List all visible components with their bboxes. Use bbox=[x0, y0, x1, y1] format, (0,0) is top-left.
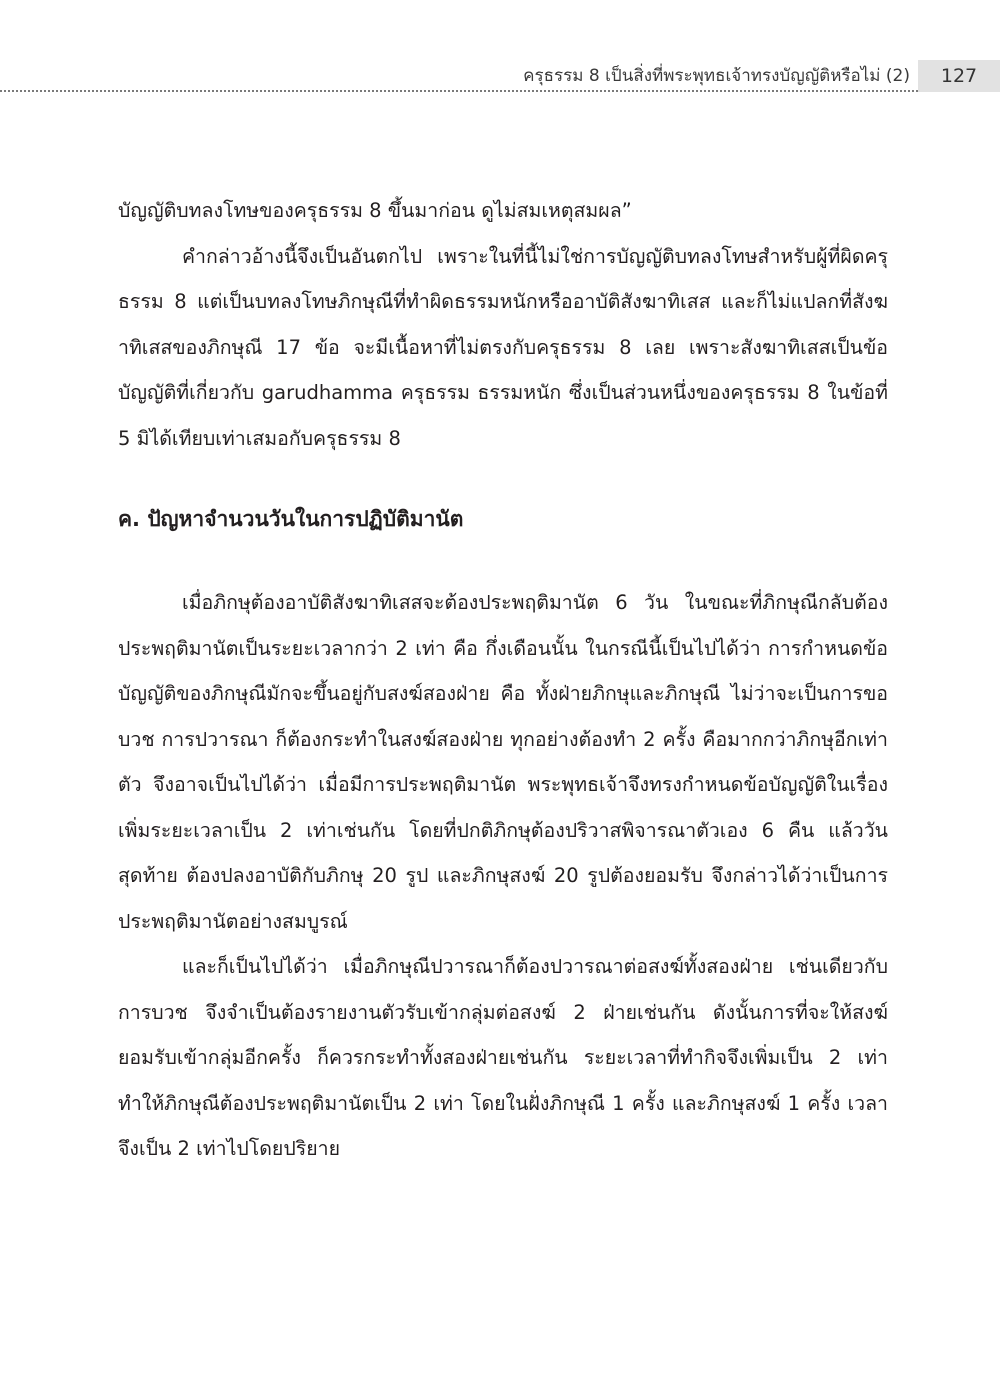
paragraph-continuation: บัญญัติบทลงโทษของครุธรรม 8 ขึ้นมาก่อน ดูไม่สมเหตุสมผล” bbox=[118, 199, 632, 222]
page-number: 127 bbox=[918, 60, 1000, 92]
running-header-title: ครุธรรม 8 เป็นสิ่งที่พระพุทธเจ้าทรงบัญญัติหรือไม่ (2) bbox=[523, 66, 910, 86]
body-text bbox=[118, 188, 888, 1172]
paragraph: และก็เป็นไปได้ว่า เมื่อภิกษุณีปวารณาก็ต้องปวารณาต่อสงฆ์ทั้งสองฝ่าย เช่นเดียวกับการบวช จึงจำเป็นต้องรายงานตัวรับเข้ากลุ่มต่อสงฆ์ 2 ฝ่ายเช่นกัน ดังนั้นการที่จะให้สงฆ์ยอมรับเข้ากลุ่มอีกครั้ง ก็ควรกระทำทั้งสองฝ่ายเช่นกัน ระยะเวลาที่ทำกิจจึงเพิ่มเป็น 2 เท่า ทำให้ภิกษุณีต้องประพฤติมานัตเป็น 2 เท่า โดยในฝั่งภิกษุณี 1 ครั้ง และภิกษุสงฆ์ 1 ครั้ง เวลาจึงเป็น 2 เท่าไปโดยปริยาย bbox=[118, 955, 888, 1160]
running-header bbox=[0, 60, 1000, 94]
paragraph: เมื่อภิกษุต้องอาบัติสังฆาทิเสสจะต้องประพฤติมานัต 6 วัน ในขณะที่ภิกษุณีกลับต้องประพฤติมานัตเป็นระยะเวลากว่า 2 เท่า คือ กึ่งเดือนนั้น ในกรณีนี้เป็นไปได้ว่า การกำหนดข้อบัญญัติของภิกษุณีมักจะขึ้นอยู่กับสงฆ์สองฝ่าย คือ ทั้งฝ่ายภิกษุและภิกษุณี ไม่ว่าจะเป็นการขอบวช การปวารณา ก็ต้องกระทำในสงฆ์สองฝ่าย ทุกอย่างต้องทำ 2 ครั้ง คือมากกว่าภิกษุอีกเท่าตัว จึงอาจเป็นไปได้ว่า เมื่อมีการประพฤติมานัต พระพุทธเจ้าจึงทรงกำหนดข้อบัญญัติในเรื่องเพิ่มระยะเวลาเป็น 2 เท่าเช่นกัน โดยที่ปกติภิกษุต้องปริวาสพิจารณาตัวเอง 6 คืน แล้ววันสุดท้าย ต้องปลงอาบัติกับภิกษุ 20 รูป และภิกษุสงฆ์ 20 รูปต้องยอมรับ จึงกล่าวได้ว่าเป็นการประพฤติมานัตอย่างสมบูรณ์ bbox=[118, 591, 888, 933]
dotted-header-rule bbox=[0, 90, 918, 92]
section-heading: ค. ปัญหาจำนวนวันในการปฏิบัติมานัต bbox=[118, 507, 464, 531]
spacer bbox=[118, 461, 888, 497]
spacer bbox=[118, 542, 888, 580]
paragraph: คำกล่าวอ้างนี้จึงเป็นอันตกไป เพราะในที่นี้ไม่ใช่การบัญญัติบทลงโทษสำหรับผู้ที่ผิดครุธรรม 8 แต่เป็นบทลงโทษภิกษุณีที่ทำผิดธรรมหนักหรืออาบัติสังฆาทิเสส และก็ไม่แปลกที่สังฆาทิเสสของภิกษุณี 17 ข้อ จะมีเนื้อหาที่ไม่ตรงกับครุธรรม 8 เลย เพราะสังฆาทิเสสเป็นข้อบัญญัติที่เกี่ยวกับ garudhamma ครุธรรม ธรรมหนัก ซึ่งเป็นส่วนหนึ่งของครุธรรม 8 ในข้อที่ 5 มิได้เทียบเท่าเสมอกับครุธรรม 8 bbox=[118, 244, 888, 450]
